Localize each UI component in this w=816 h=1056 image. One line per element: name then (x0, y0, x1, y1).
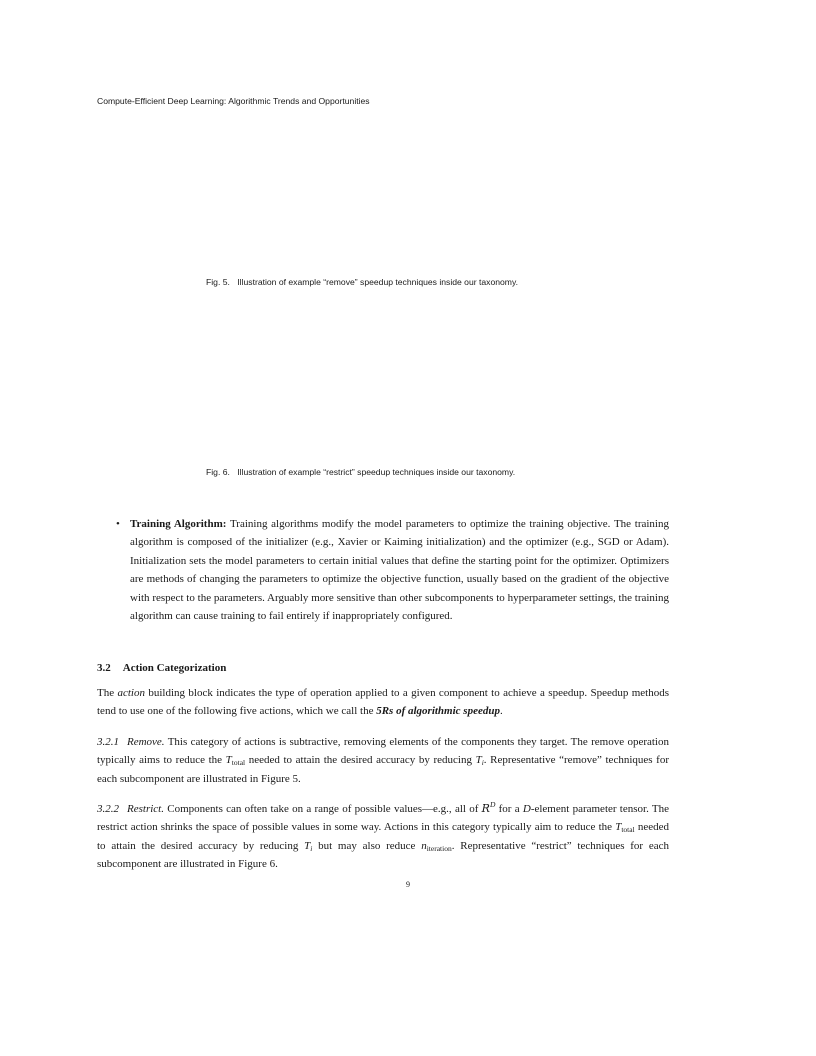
restrict-Ti: T (304, 839, 311, 852)
intro-end: . (499, 705, 503, 718)
restrict-text-3: -element parameter tensor. The restrict action shrinks the space of possible values in some way. Actions in this category typically aim to reduce the (97, 803, 669, 834)
restrict-paragraph (97, 800, 669, 874)
figure-6-number: Fig. 6. (206, 467, 230, 477)
figure-5-caption (206, 277, 518, 287)
remove-text-1: This category of actions is subtractive, removing elements of the components they target. The remove operation typically aims to reduce the (97, 736, 669, 767)
section-intro-paragraph (97, 684, 669, 721)
remove-text-2: needed to attain the desired accuracy by reducing (245, 754, 476, 767)
restrict-total-sub: total (621, 825, 635, 835)
intro-text-b: building block indicates the type of operation applied to a given component to achieve a speedup. Speedup methods tend to use one of the following five actions, which we call the (97, 687, 669, 718)
restrict-text-4: needed to attain the desired accuracy by reducing (97, 821, 669, 852)
bullet-term: Training Algorithm: (130, 518, 227, 530)
remove-paragraph (97, 733, 669, 788)
figure-5-image-area (97, 120, 669, 270)
intro-strong: 5Rs of algorithmic speedup (376, 705, 500, 718)
running-header: Compute-Efficient Deep Learning: Algorithmic Trends and Opportunities (97, 96, 370, 106)
restrict-i-sub: i (310, 843, 313, 853)
restrict-number: 3.2.2 (97, 803, 119, 815)
restrict-text-2: for a (495, 803, 523, 815)
restrict-iteration-sub: iteration (426, 843, 452, 853)
figure-5-caption-text: Illustration of example “remove” speedup techniques inside our taxonomy. (237, 277, 519, 287)
restrict-text-6: . Representative “restrict” techniques for each subcomponent are illustrated in Figure 6. (97, 839, 669, 871)
section-number: 3.2 (97, 662, 111, 674)
section-title: Action Categorization (122, 662, 227, 674)
restrict-n: n (421, 839, 427, 852)
remove-i-sub: i (481, 758, 484, 768)
figure-6-image-area (97, 300, 669, 460)
restrict-D-var: D (522, 803, 531, 815)
remove-Ti: T (475, 754, 482, 767)
remove-text-3: . Representative “remove” techniques for each subcomponent are illustrated in Figure 5. (97, 754, 669, 785)
restrict-text-5: but may also reduce (312, 839, 422, 852)
intro-emphasis: action (117, 687, 145, 699)
restrict-title: Restrict. (127, 803, 164, 815)
bullet-icon: • (116, 518, 120, 530)
training-algorithm-bullet (116, 515, 669, 625)
remove-number: 3.2.1 (97, 736, 119, 748)
bullet-text: Training algorithms modify the model parameters to optimize the training objective. The training algorithm is composed of the initializer (e.g., Xavier or Kaiming initialization) and the optimizer (e.g., SGD or Adam). Initialization sets the model parameters to certain initial values that define the starting point for the optimizer. Optimizers are methods of changing the parameters to optimize the objective function, usually based on the gradient of the objective with respect to the parameters. Arguably more sensitive than other subcomponents to hyperparameter settings, the training algorithm can cause training to fail entirely if inappropriately configured. (130, 518, 669, 623)
restrict-text-1: Components can often take on a range of possible values—e.g., all of (163, 803, 482, 815)
figure-5-number: Fig. 5. (206, 277, 230, 287)
restrict-R-symbol: R (481, 802, 490, 815)
restrict-D-sup: D (489, 800, 496, 809)
remove-total-sub: total (231, 758, 246, 768)
section-heading (97, 662, 226, 674)
remove-T: T (225, 754, 232, 767)
intro-text-a: The (97, 687, 118, 699)
restrict-T: T (615, 821, 622, 834)
remove-title: Remove. (127, 736, 165, 748)
figure-6-caption-text: Illustration of example “restrict” speedup techniques inside our taxonomy. (237, 467, 516, 477)
page-number: 9 (406, 880, 410, 889)
figure-6-caption (206, 467, 515, 477)
